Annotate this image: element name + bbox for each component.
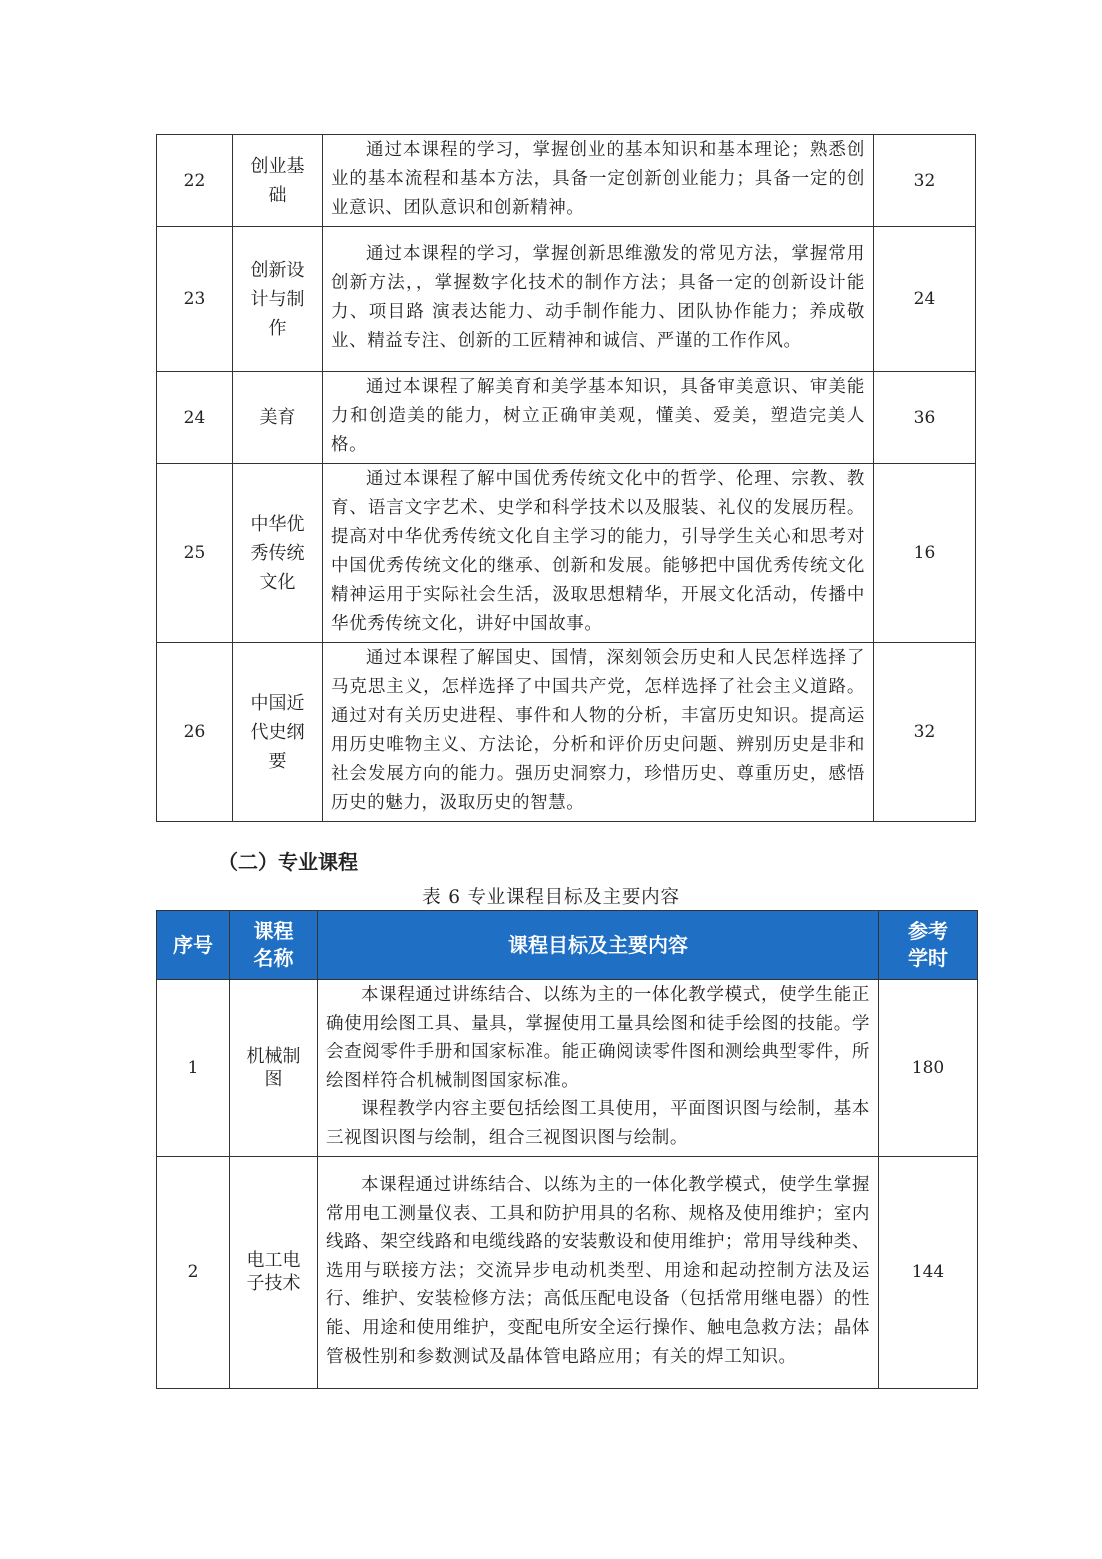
course-name: 中华优秀传统文化 <box>233 464 323 643</box>
row-number: 26 <box>157 643 233 822</box>
course-content: 通过本课程的学习，掌握创新思维激发的常见方法，掌握常用创新方法，，掌握数字化技术的制作方法；具备一定的创新设计能力、项目路 演表达能力、动手制作能力、团队协作能力；养成敬业、精益专注、创新的工匠精神和诚信、严谨的工作作风。 <box>323 227 874 372</box>
header-course-name: 课程名称 <box>230 911 318 980</box>
row-number: 2 <box>157 1156 230 1388</box>
course-name: 美育 <box>233 372 323 464</box>
table-row <box>157 135 976 227</box>
course-hours: 24 <box>874 227 976 372</box>
course-hours: 180 <box>879 980 978 1157</box>
course-name: 中国近代史纲要 <box>233 643 323 822</box>
row-number: 25 <box>157 464 233 643</box>
table-row <box>157 980 978 1157</box>
table-row <box>157 1156 978 1388</box>
header-content: 课程目标及主要内容 <box>318 911 879 980</box>
course-hours: 36 <box>874 372 976 464</box>
table-row <box>157 227 976 372</box>
section-title: （二）专业课程 <box>218 850 358 874</box>
course-hours: 16 <box>874 464 976 643</box>
table-header-row <box>157 911 978 980</box>
table-row <box>157 464 976 643</box>
table-row <box>157 643 976 822</box>
course-hours: 32 <box>874 643 976 822</box>
row-number: 24 <box>157 372 233 464</box>
course-hours: 144 <box>879 1156 978 1388</box>
header-hours: 参考学时 <box>879 911 978 980</box>
course-content: 通过本课程的学习，掌握创业的基本知识和基本理论；熟悉创业的基本流程和基本方法，具备一定创新创业能力；具备一定的创业意识、团队意识和创新精神。 <box>323 135 874 227</box>
table-caption: 表 6 专业课程目标及主要内容 <box>422 887 680 908</box>
course-content: 通过本课程了解美育和美学基本知识，具备审美意识、审美能力和创造美的能力，树立正确审美观，懂美、爱美，塑造完美人格。 <box>323 372 874 464</box>
row-number: 1 <box>157 980 230 1157</box>
course-content: 通过本课程了解国史、国情，深刻领会历史和人民怎样选择了马克思主义，怎样选择了中国共产党，怎样选择了社会主义道路。通过对有关历史进程、事件和人物的分析，丰富历史知识。提高运用历史唯物主义、方法论，分析和评价历史问题、辨别历史是非和社会发展方向的能力。强历史洞察力，珍惜历史、尊重历史，感悟历史的魅力，汲取历史的智慧。 <box>323 643 874 822</box>
general-courses-table <box>156 134 976 822</box>
course-hours: 32 <box>874 135 976 227</box>
row-number: 22 <box>157 135 233 227</box>
course-content: 本课程通过讲练结合、以练为主的一体化教学模式，使学生能正确使用绘图工具、量具，掌握使用工量具绘图和徒手绘图的技能。学会查阅零件手册和国家标准。能正确阅读零件图和测绘典型零件，所绘图样符合机械制图国家标准。 课程教学内容主要包括绘图工具使用，平面图识图与绘制，基本三视图识图与绘制，组合三视图识图与绘制。 <box>318 980 879 1157</box>
course-name: 电工电子技术 <box>230 1156 318 1388</box>
header-number: 序号 <box>157 911 230 980</box>
course-name: 创业基础 <box>233 135 323 227</box>
row-number: 23 <box>157 227 233 372</box>
course-name: 机械制图 <box>230 980 318 1157</box>
table-row <box>157 372 976 464</box>
course-content: 本课程通过讲练结合、以练为主的一体化教学模式，使学生掌握常用电工测量仪表、工具和防护用具的名称、规格及使用维护；室内线路、架空线路和电缆线路的安装敷设和使用维护；常用导线种类、选用与联接方法；交流异步电动机类型、用途和起动控制方法及运行、维护、安装检修方法；高低压配电设备（包括常用继电器）的性能、用途和使用维护，变配电所安全运行操作、触电急救方法；晶体管极性别和参数测试及晶体管电路应用；有关的焊工知识。 <box>318 1156 879 1388</box>
course-content: 通过本课程了解中国优秀传统文化中的哲学、伦理、宗教、教育、语言文字艺术、史学和科学技术以及服装、礼仪的发展历程。提高对中华优秀传统文化自主学习的能力，引导学生关心和思考对中国优秀传统文化的继承、创新和发展。能够把中国优秀传统文化精神运用于实际社会生活，汲取思想精华，开展文化活动，传播中华优秀传统文化，讲好中国故事。 <box>323 464 874 643</box>
professional-courses-table <box>156 910 978 1389</box>
course-name: 创新设计与制作 <box>233 227 323 372</box>
